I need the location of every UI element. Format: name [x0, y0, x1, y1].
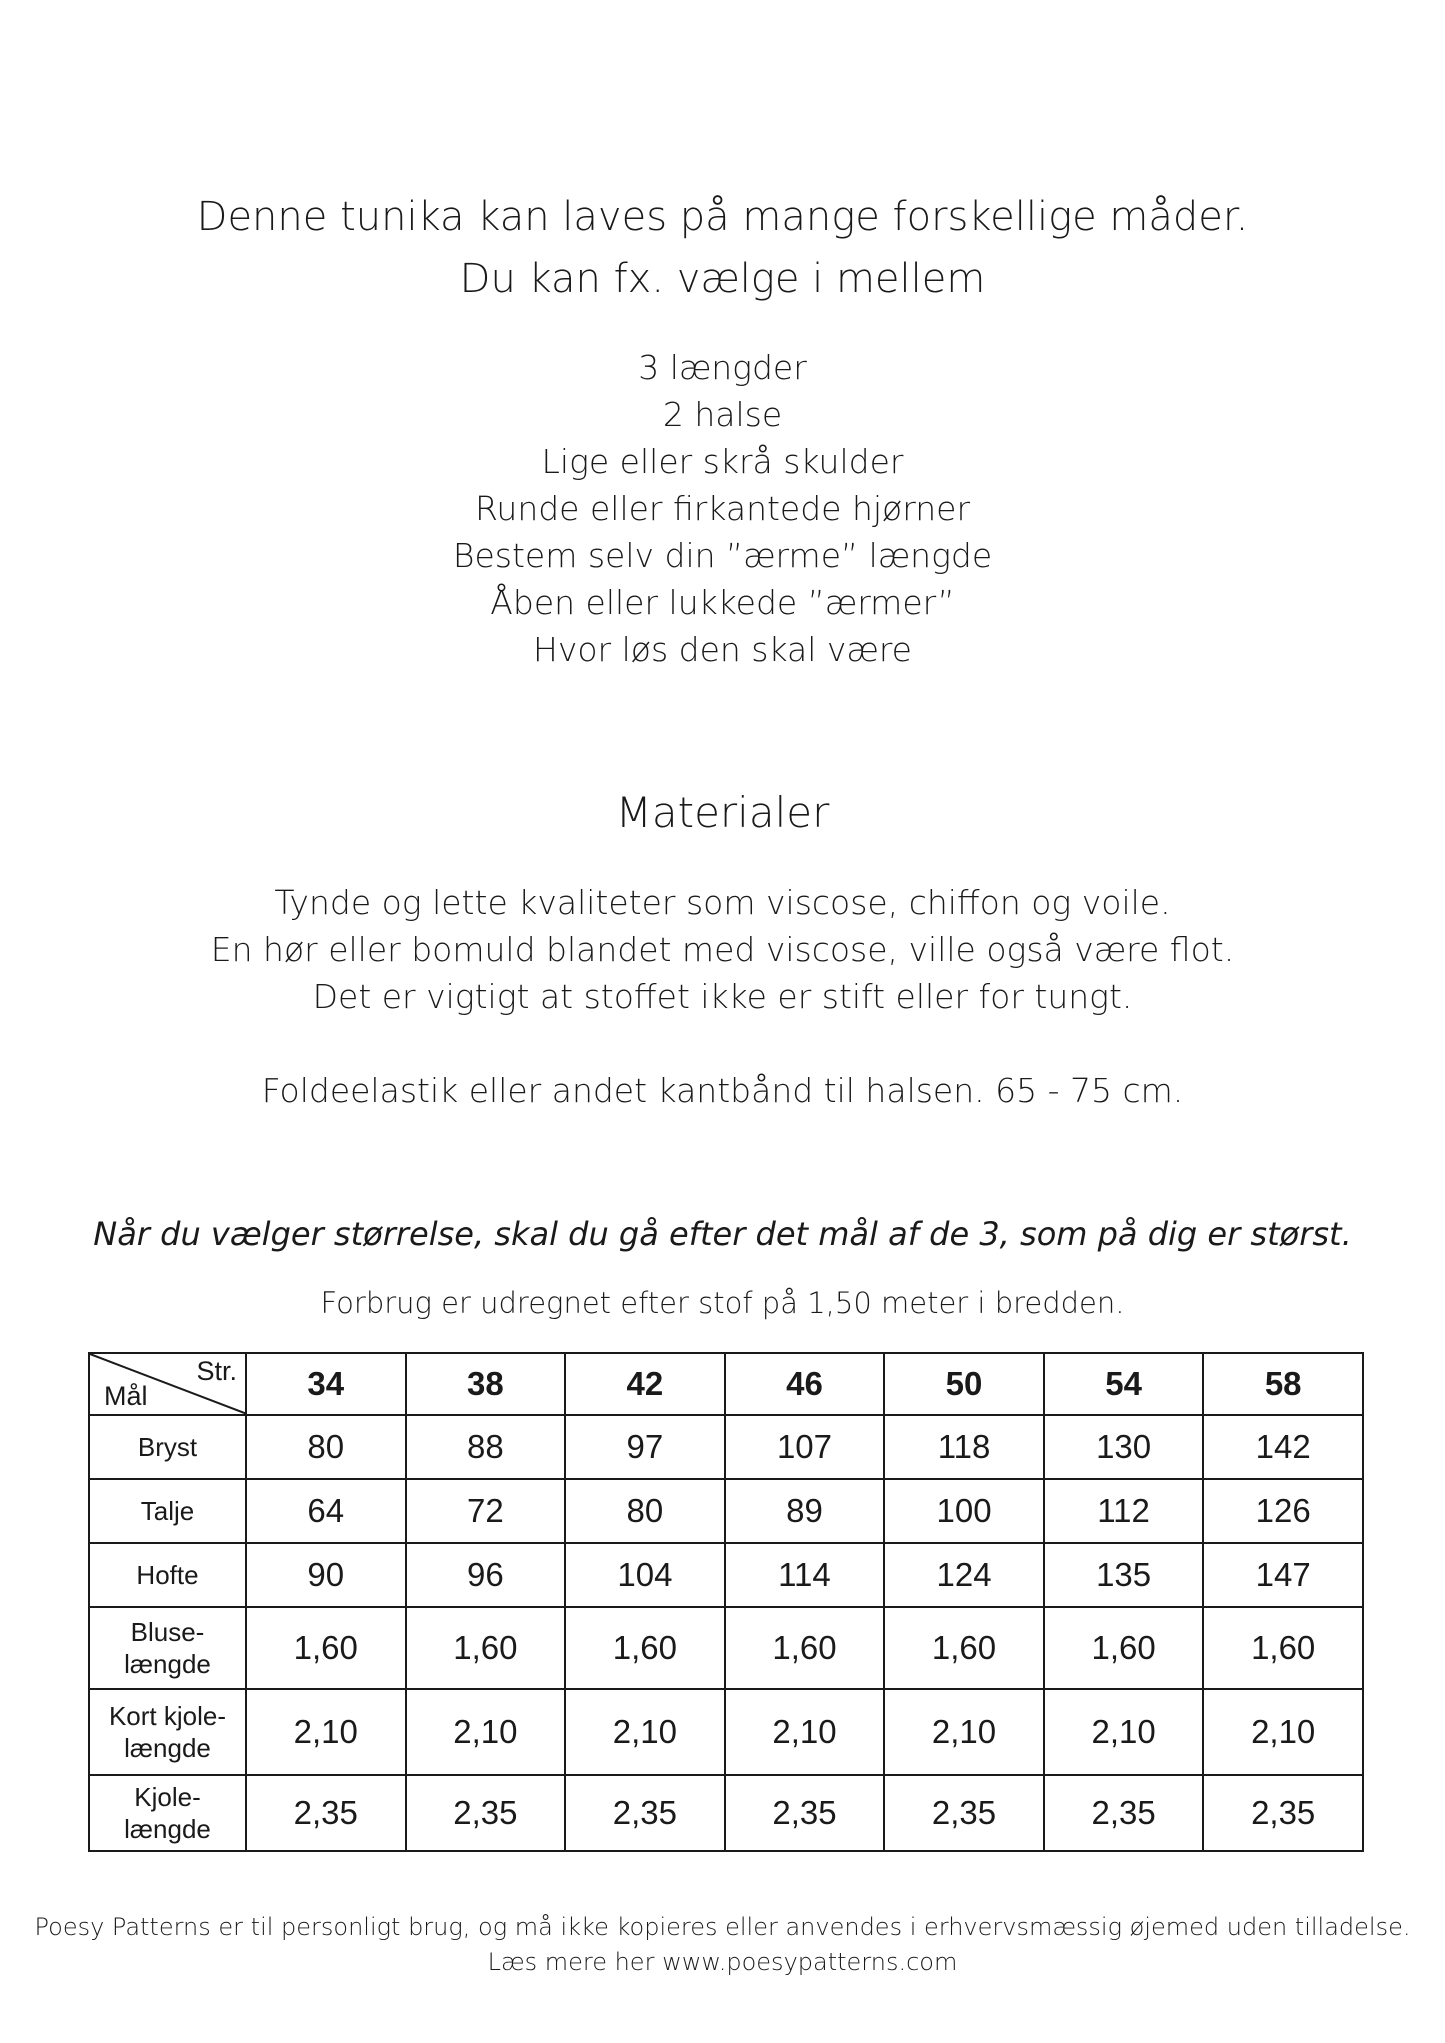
table-cell: 2,35: [725, 1775, 885, 1851]
table-cell: 1,60: [884, 1607, 1044, 1689]
table-cell: 126: [1203, 1479, 1363, 1543]
size-header: 46: [725, 1353, 885, 1415]
size-choice-note: Når du vælger størrelse, skal du gå efter det mål af de 3, som på dig er størst.: [93, 1215, 1352, 1253]
table-cell: 147: [1203, 1543, 1363, 1607]
materials-line: Det er vigtigt at stoffet ikke er stift eller for tungt.: [312, 977, 1133, 1016]
table-cell: 2,35: [884, 1775, 1044, 1851]
table-row: [89, 1689, 1363, 1775]
table-cell: 96: [406, 1543, 566, 1607]
table-cell: 2,35: [406, 1775, 566, 1851]
row-label-text: Hofte: [136, 1560, 199, 1590]
row-label: [89, 1607, 246, 1689]
table-cell: 112: [1044, 1479, 1204, 1543]
row-label: [89, 1543, 246, 1607]
table-row: [89, 1415, 1363, 1479]
table-cell: 2,10: [406, 1689, 566, 1775]
footer-link[interactable]: Læs mere her www.poesypatterns.com: [487, 1948, 958, 1976]
table-row: [89, 1607, 1363, 1689]
row-label-text: Kjole-: [134, 1782, 201, 1812]
fabric-usage-note: Forbrug er udregnet efter stof på 1,50 meter i bredden.: [320, 1286, 1125, 1320]
table-cell: 2,10: [1044, 1689, 1204, 1775]
size-header: 42: [565, 1353, 725, 1415]
materials-heading: Materialer: [615, 788, 830, 837]
table-cell: 124: [884, 1543, 1044, 1607]
row-label-text: Bryst: [137, 1432, 198, 1462]
table-cell: 107: [725, 1415, 885, 1479]
copyright-footer: [0, 1910, 1445, 1980]
table-cell: 2,10: [565, 1689, 725, 1775]
table-cell: 104: [565, 1543, 725, 1607]
table-row: [89, 1479, 1363, 1543]
size-header: 50: [884, 1353, 1044, 1415]
row-label: [89, 1479, 246, 1543]
intro-line: Du kan fx. vælge i mellem: [459, 256, 986, 302]
option-item: Hvor løs den skal være: [533, 630, 912, 669]
table-cell: 118: [884, 1415, 1044, 1479]
row-label-text: Bluse-: [130, 1617, 205, 1647]
table-cell: 142: [1203, 1415, 1363, 1479]
table-cell: 2,35: [565, 1775, 725, 1851]
option-item: Bestem selv din ”ærme” længde: [452, 536, 993, 575]
table-cell: 1,60: [1044, 1607, 1204, 1689]
table-cell: 2,35: [246, 1775, 406, 1851]
option-item: 3 længder: [638, 348, 807, 387]
table-cell: 1,60: [406, 1607, 566, 1689]
table-cell: 2,35: [1044, 1775, 1204, 1851]
materials-line: Tynde og lette kvaliteter som viscose, chiffon og voile.: [274, 883, 1171, 922]
table-corner-cell: [89, 1353, 246, 1415]
materials-text: [0, 879, 1445, 1020]
table-cell: 114: [725, 1543, 885, 1607]
table-cell: 89: [725, 1479, 885, 1543]
corner-size-label: Str.: [196, 1356, 237, 1386]
option-item: Runde eller firkantede hjørner: [474, 489, 971, 528]
table-cell: 64: [246, 1479, 406, 1543]
table-cell: 2,35: [1203, 1775, 1363, 1851]
size-header: 58: [1203, 1353, 1363, 1415]
row-label-text: længde: [124, 1814, 211, 1844]
table-cell: 90: [246, 1543, 406, 1607]
option-item: Åben eller lukkede ”ærmer”: [490, 583, 955, 622]
table-cell: 130: [1044, 1415, 1204, 1479]
table-cell: 2,10: [1203, 1689, 1363, 1775]
size-table: [88, 1352, 1364, 1852]
options-list: [0, 344, 1445, 673]
row-label: [89, 1415, 246, 1479]
table-cell: 1,60: [725, 1607, 885, 1689]
table-cell: 72: [406, 1479, 566, 1543]
table-cell: 88: [406, 1415, 566, 1479]
table-cell: 80: [565, 1479, 725, 1543]
table-row: [89, 1543, 1363, 1607]
materials-line: En hør eller bomuld blandet med viscose, ville også være flot.: [210, 930, 1235, 969]
table-cell: 97: [565, 1415, 725, 1479]
intro-line: Denne tunika kan laves på mange forskellige måder.: [196, 194, 1249, 240]
table-cell: 2,10: [884, 1689, 1044, 1775]
row-label: [89, 1775, 246, 1851]
size-header: 54: [1044, 1353, 1204, 1415]
table-cell: 1,60: [1203, 1607, 1363, 1689]
table-cell: 2,10: [725, 1689, 885, 1775]
size-header-row: [89, 1353, 1363, 1415]
table-row: [89, 1775, 1363, 1851]
materials-elastic-note: Foldeelastik eller andet kantbånd til halsen. 65 - 75 cm.: [261, 1071, 1184, 1110]
size-header: 38: [406, 1353, 566, 1415]
corner-measure-label: Mål: [104, 1381, 148, 1411]
table-cell: 2,10: [246, 1689, 406, 1775]
row-label-text: Talje: [140, 1496, 195, 1526]
option-item: 2 halse: [662, 395, 783, 434]
table-cell: 135: [1044, 1543, 1204, 1607]
footer-line: Poesy Patterns er til personligt brug, og må ikke kopieres eller anvendes i erhvervsmæssig øjemed uden tilladelse.: [34, 1913, 1411, 1941]
table-cell: 1,60: [246, 1607, 406, 1689]
row-label: [89, 1689, 246, 1775]
size-header: 34: [246, 1353, 406, 1415]
row-label-text: længde: [124, 1649, 211, 1679]
intro-text: [0, 186, 1445, 310]
table-cell: 100: [884, 1479, 1044, 1543]
row-label-text: længde: [124, 1733, 211, 1763]
table-cell: 1,60: [565, 1607, 725, 1689]
table-cell: 80: [246, 1415, 406, 1479]
option-item: Lige eller skrå skulder: [541, 442, 904, 481]
row-label-text: Kort kjole-: [108, 1701, 227, 1731]
